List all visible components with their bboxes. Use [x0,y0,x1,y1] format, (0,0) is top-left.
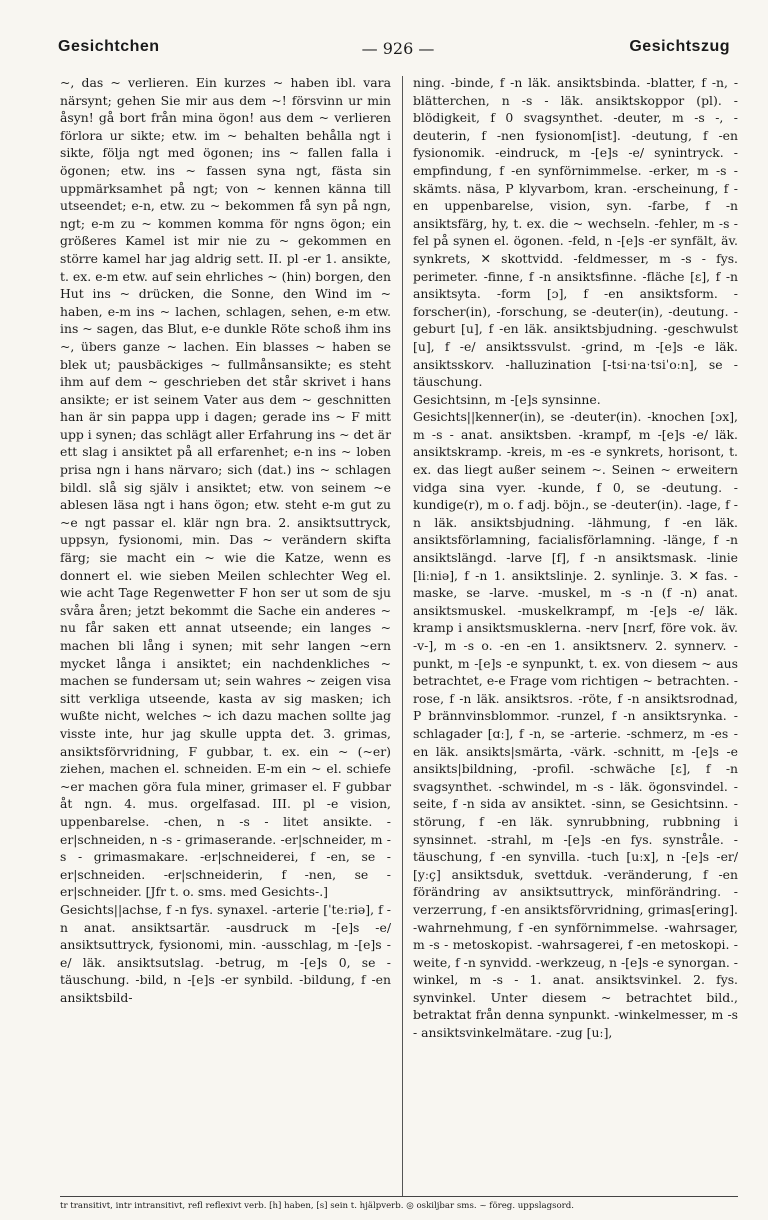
page-header [58,38,730,68]
left-column [60,74,391,1006]
footer-rule [60,1196,738,1197]
running-head-right: Gesichtszug [629,38,730,55]
abbreviation-legend: tr transitivt, intr intransitivt, refl reflexivt verb. [h] haben, [s] sein t. hjälpverb. ◎ oskiljbar sms. ~ föreg. uppslagsord. [60,1201,575,1211]
entry-gesichts-achse: Gesichts||achse, f -n fys. synaxel. -arterie [ˈteːriə], f -n anat. ansiktsartär. -ausdruck m -[e]s -e/ ansiktsuttryck, fysionomi, min. -ausschlag, m -[e]s -e/ läk. ansiktsutslag. -betrug, m -[e]s 0, se -täuschung. -bild, n -[e]s -er synbild. -bildung, f -en ansiktsbild- [60,901,391,1005]
entry-gesichts-kenner: Gesichts||kenner(in), se -deuter(in). -knochen [ɔx], m -s - anat. ansiktsben. -krampf, m -[e]s -e/ läk. ansiktskramp. -kreis, m -es -e synkrets, horisont, t. ex. das liegt außer seinem ~. Seinen ~ erweitern vidga sina vyer. -kunde, f 0, se -deutung. -kundige(r), m o. f adj. böjn., se -deuter(in). -lage, f -n läk. ansiktsbjudning. -lähmung, f -en läk. ansiktsförlamning, facialisförlamning. -länge, f -n ansiktslängd. -larve [f], f -n ansiktsmask. -linie [liːniə], f -n 1. ansiktslinje. 2. synlinje. 3. ✕ fas. -maske, se -larve. -muskel, m -s -n (f -n) anat. ansiktsmuskel. -muskelkrampf, m -[e]s -e/ läk. kramp i ansiktsmusklerna. -nerv [nɛrf, före vok. äv. -v-], m -s o. -en -en 1. ansiktsnerv. 2. synnerv. -punkt, m -[e]s -e synpunkt, t. ex. von diesem ~ aus betrachtet, e-e Frage vom richtigen ~ betrachten. -rose, f -n läk. ansiktsros. -röte, f -n ansiktsrodnad, P brännvinsblommor. -runzel, f -n ansiktsrynka. -schlagader [ɑː], f -n, se -arterie. -schmerz, m -es -en läk. ansikts|smärta, -värk. -schnitt, m -[e]s -e ansikts|bildning, -profil. -schwäche [ɛ], f -n svagsynthet. -schwindel, m -s - läk. ögonsvindel. -seite, f -n sida av ansiktet. -sinn, se Gesichtsinn. -störung, f -en läk. synrubbning, rubbning i synsinnet. -strahl, m -[e]s -en fys. synstråle. -täuschung, f -en synvilla. -tuch [uːx], n -[e]s -er/ [yːç] ansiktsduk, svettduk. -veränderung, f -en förändring av ansiktsuttryck, minförändring. -verzerrung, f -en ansiktsförvridning, grimas[ering]. -wahrnehmung, f -en synförnimmelse. -wahrsager, m -s - metoskopist. -wahrsagerei, f -en metoskopi. -weite, f -n synvidd. -werkzeug, n -[e]s -e synorgan. -winkel, m -s - 1. anat. ansiktsvinkel. 2. fys. synvinkel. Unter diesem ~ betrachtet bild., betraktat från denna synpunkt. -winkelmesser, m -s - ansiktsvinkelmätare. -zug [uː], [413,409,738,1041]
page-number: — 926 — [361,39,435,58]
entry-gesichtsinn: Gesichtsinn, m -[e]s synsinne. [413,391,601,407]
entry-gesichts-continued: ning. -binde, f -n läk. ansiktsbinda. -blatter, f -n, -blätterchen, n -s - läk. ansiktskoppor (pl). -blödigkeit, f 0 svagsynthet. -deuter, m -s -, -deuterin, f -nen fysionom[ist]. -deutung, f -en fysionomik. -eindruck, m -[e]s -e/ synintryck. -empfindung, f -en synförnimmelse. -erker, m -s - skämts. näsa, P klyvarbom, kran. -erscheinung, f -en uppenbarelse, vision, syn. -farbe, f -n ansiktsfärg, hy, t. ex. die ~ wechseln. -fehler, m -s - fel på synen el. ögonen. -feld, n -[e]s -er synfält, äv. synkrets, ✕ skottvidd. -feldmesser, m -s - fys. perimeter. -finne, f -n ansiktsfinne. -fläche [ɛ], f -n ansiktsyta. -form [ɔ], f -en ansiktsform. -forscher(in), -forschung, se -deuter(in), -deutung. -geburt [u], f -en läk. ansiktsbjudning. -geschwulst [u], f -e/ ansiktssvulst. -grind, m -[e]s -e läk. ansiktsskorv. -halluzination [-tsiˑnaˑtsiˈoːn], se -täuschung. [413,75,738,390]
column-divider [402,76,403,1196]
running-head-left: Gesichtchen [58,38,160,55]
right-column [413,74,738,1042]
entry-gesicht-continued: ~, das ~ verlieren. Ein kurzes ~ haben ibl. vara närsynt; gehen Sie mir aus dem ~! försvinn ur min åsyn! gå bort från mina ögon! aus dem ~ verlieren förlora ur sikte; etw. im ~ behalten behålla ngt i sikte, följa ngt med ögonen; ins ~ fallen falla i ögonen; etw. ins ~ fassen syna ngt, fästa sin uppmärksamhet på ngt; von ~ kennen känna till utseendet; e-n, etw. zu ~ bekommen få syn på ngn, ngt; e-m zu ~ kommen komma för ngns ögon; ein größeres Kamel ist mir nie zu ~ gekommen en större kamel har jag aldrig sett. II. pl -er 1. ansikte, t. ex. e-m etw. auf sein ehrliches ~ (hin) borgen, den Hut ins ~ drücken, die Sonne, den Wind im ~ haben, e-m ins ~ lachen, schlagen, sehen, e-m etw. ins ~ sagen, das Blut, e-e dunkle Röte schoß ihm ins ~, übers ganze ~ lachen. Ein blasses ~ haben se blek ut; pausbäckiges ~ fullmånsansikte; es steht ihm auf dem ~ geschrieben det står skrivet i hans ansikte; er ist seinem Vater aus dem ~ geschnitten han är sin pappa upp i dagen; gerade ins ~ F mitt upp i synen; das schlägt aller Erfahrung ins ~ det är ett slag i ansiktet på all erfarenhet; e-n ins ~ loben prisa ngn i hans närvaro; sich (dat.) ins ~ schlagen bildl. slå sig själv i ansiktet; etw. von seinem ~e ablesen läsa ngt i hans ögon; etw. steht e-m gut zu ~e ngt passar el. klär ngn bra. 2. ansiktsuttryck, uppsyn, fysionomi, min. Das ~ verändern skifta färg; sie macht ein ~ wie die Katze, wenn es donnert el. wie sieben Meilen schlechter Weg el. wie acht Tage Regenwetter F hon ser ut som de sju svåra åren; jetzt bekommt die Sache ein anderes ~ nu får saken ett annat utseende; ein langes ~ machen bli lång i synen; mit sehr langen ~ern mycket långa i ansiktet; ein nachdenkliches ~ machen se fundersam ut; sein wahres ~ zeigen visa sitt verkliga utseende, kasta av sig masken; ich wußte nicht, welches ~ ich dazu machen sollte jag visste inte, hur jag skulle uppta det. 3. grimas, ansiktsförvridning, F gubbar, t. ex. ein ~ (~er) ziehen, machen el. schneiden. E-m ein ~ el. schiefe ~er machen göra fula miner, grimaser el. F gubbar åt ngn. 4. mus. orgelfasad. III. pl -e vision, uppenbarelse. -chen, n -s - litet ansikte. -er|schneiden, n -s - grimaserande. -er|schneider, m -s - grimasmakare. -er|schneiderei, f -en, se -er|schneiden. -er|schneiderin, f -nen, se -er|schneider. [Jfr t. o. sms. med Gesichts-.] [60,75,391,900]
